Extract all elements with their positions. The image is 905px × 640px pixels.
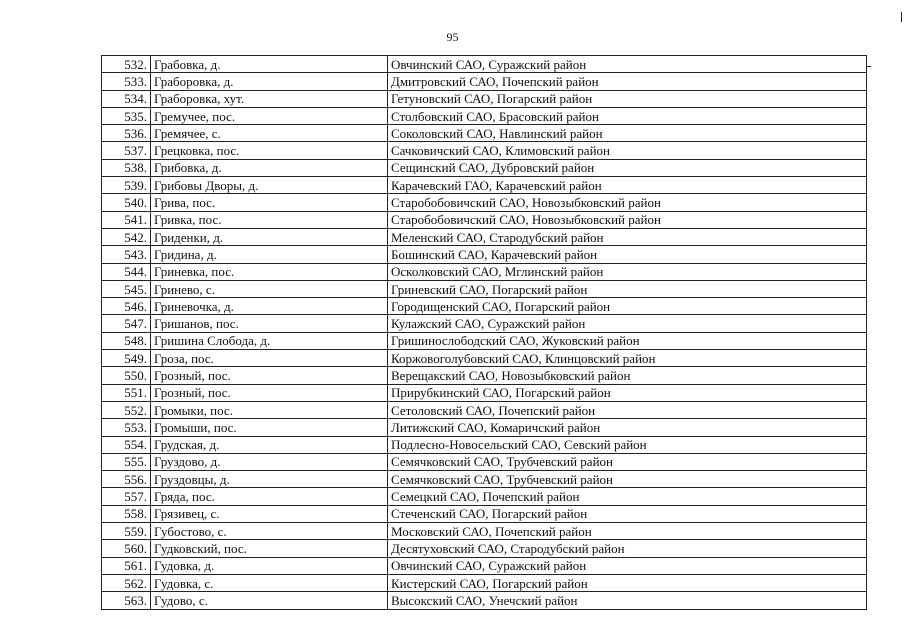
row-number-cell: 555. <box>102 453 151 470</box>
row-number-cell: 532. <box>102 56 151 73</box>
row-number-cell: 534. <box>102 90 151 107</box>
table-row <box>102 263 867 280</box>
administration-cell: Десятуховский САО, Стародубский район <box>388 540 867 557</box>
table-row <box>102 194 867 211</box>
row-number-cell: 548. <box>102 332 151 349</box>
table-row <box>102 401 867 418</box>
row-number-cell: 546. <box>102 298 151 315</box>
settlement-name-cell: Грецковка, пос. <box>151 142 388 159</box>
administration-cell: Гришинослободский САО, Жуковский район <box>388 332 867 349</box>
administration-cell: Сачковичский САО, Климовский район <box>388 142 867 159</box>
row-number-cell: 553. <box>102 419 151 436</box>
settlement-name-cell: Грозный, пос. <box>151 367 388 384</box>
administration-cell: Сещинский САО, Дубровский район <box>388 159 867 176</box>
settlement-name-cell: Гришанов, пос. <box>151 315 388 332</box>
settlement-name-cell: Граборовка, хут. <box>151 90 388 107</box>
administration-cell: Стеченский САО, Погарский район <box>388 505 867 522</box>
settlement-name-cell: Груздовцы, д. <box>151 471 388 488</box>
table-row <box>102 107 867 124</box>
settlement-name-cell: Гринево, с. <box>151 280 388 297</box>
settlement-name-cell: Грива, пос. <box>151 194 388 211</box>
page-number: 95 <box>446 30 459 44</box>
settlement-name-cell: Гремучее, пос. <box>151 107 388 124</box>
table-row <box>102 73 867 90</box>
administration-cell: Овчинский САО, Суражский район <box>388 56 867 73</box>
scan-edge-mark <box>901 12 902 22</box>
table-row <box>102 280 867 297</box>
administration-cell: Старобобовичский САО, Новозыбковский район <box>388 211 867 228</box>
administration-cell: Коржовоголубовский САО, Клинцовский район <box>388 350 867 367</box>
administration-cell: Московский САО, Почепский район <box>388 523 867 540</box>
table-row <box>102 298 867 315</box>
table-row <box>102 159 867 176</box>
table-row <box>102 453 867 470</box>
table-row <box>102 436 867 453</box>
row-number-cell: 563. <box>102 592 151 609</box>
administration-cell: Кулажский САО, Суражский район <box>388 315 867 332</box>
table-row <box>102 315 867 332</box>
table-row <box>102 211 867 228</box>
administration-cell: Верещакский САО, Новозыбковский район <box>388 367 867 384</box>
settlement-name-cell: Губостово, с. <box>151 523 388 540</box>
administration-cell: Овчинский САО, Суражский район <box>388 557 867 574</box>
table-row <box>102 246 867 263</box>
administration-cell: Дмитровский САО, Почепский район <box>388 73 867 90</box>
registry-table-body <box>102 56 867 610</box>
settlement-name-cell: Груздово, д. <box>151 453 388 470</box>
table-row <box>102 505 867 522</box>
row-number-cell: 544. <box>102 263 151 280</box>
administration-cell: Осколковский САО, Мглинский район <box>388 263 867 280</box>
row-number-cell: 542. <box>102 228 151 245</box>
administration-cell: Семецкий САО, Почепский район <box>388 488 867 505</box>
row-number-cell: 543. <box>102 246 151 263</box>
administration-cell: Гриневский САО, Погарский район <box>388 280 867 297</box>
settlement-name-cell: Грибовка, д. <box>151 159 388 176</box>
settlement-registry-table <box>101 55 867 610</box>
settlement-name-cell: Гроза, пос. <box>151 350 388 367</box>
settlement-name-cell: Гремячее, с. <box>151 125 388 142</box>
row-number-cell: 539. <box>102 177 151 194</box>
administration-cell: Гетуновский САО, Погарский район <box>388 90 867 107</box>
table-row <box>102 350 867 367</box>
row-number-cell: 533. <box>102 73 151 90</box>
row-number-cell: 549. <box>102 350 151 367</box>
settlement-name-cell: Гриденки, д. <box>151 228 388 245</box>
settlement-name-cell: Гудковский, пос. <box>151 540 388 557</box>
administration-cell: Меленский САО, Стародубский район <box>388 228 867 245</box>
administration-cell: Семячковский САО, Трубчевский район <box>388 453 867 470</box>
administration-cell: Подлесно-Новосельский САО, Севский район <box>388 436 867 453</box>
settlement-name-cell: Гривка, пос. <box>151 211 388 228</box>
administration-cell: Бошинский САО, Карачевский район <box>388 246 867 263</box>
row-number-cell: 550. <box>102 367 151 384</box>
settlement-name-cell: Грудская, д. <box>151 436 388 453</box>
table-row <box>102 592 867 609</box>
row-number-cell: 558. <box>102 505 151 522</box>
settlement-name-cell: Грязивец, с. <box>151 505 388 522</box>
table-row <box>102 125 867 142</box>
settlement-name-cell: Гриневочка, д. <box>151 298 388 315</box>
settlement-name-cell: Гриневка, пос. <box>151 263 388 280</box>
settlement-name-cell: Грибовы Дворы, д. <box>151 177 388 194</box>
row-number-cell: 562. <box>102 574 151 591</box>
row-number-cell: 541. <box>102 211 151 228</box>
administration-cell: Карачевский ГАО, Карачевский район <box>388 177 867 194</box>
row-number-cell: 556. <box>102 471 151 488</box>
settlement-name-cell: Громыки, пос. <box>151 401 388 418</box>
administration-cell: Столбовский САО, Брасовский район <box>388 107 867 124</box>
settlement-name-cell: Гришина Слобода, д. <box>151 332 388 349</box>
table-row <box>102 90 867 107</box>
table-row <box>102 177 867 194</box>
administration-cell: Сетоловский САО, Почепский район <box>388 401 867 418</box>
table-row <box>102 332 867 349</box>
table-row <box>102 142 867 159</box>
table-row <box>102 367 867 384</box>
row-number-cell: 554. <box>102 436 151 453</box>
settlement-name-cell: Гудовка, д. <box>151 557 388 574</box>
table-row <box>102 419 867 436</box>
table-row <box>102 523 867 540</box>
row-number-cell: 551. <box>102 384 151 401</box>
administration-cell: Городищенский САО, Погарский район <box>388 298 867 315</box>
administration-cell: Кистерский САО, Погарский район <box>388 574 867 591</box>
settlement-name-cell: Грабовка, д. <box>151 56 388 73</box>
table-row <box>102 384 867 401</box>
table-row <box>102 557 867 574</box>
row-number-cell: 547. <box>102 315 151 332</box>
row-number-cell: 560. <box>102 540 151 557</box>
table-row <box>102 488 867 505</box>
administration-cell: Соколовский САО, Навлинский район <box>388 125 867 142</box>
administration-cell: Высокский САО, Унечский район <box>388 592 867 609</box>
settlement-name-cell: Грозный, пос. <box>151 384 388 401</box>
settlement-name-cell: Гудовка, с. <box>151 574 388 591</box>
settlement-name-cell: Граборовка, д. <box>151 73 388 90</box>
table-row <box>102 471 867 488</box>
row-number-cell: 535. <box>102 107 151 124</box>
settlement-name-cell: Гридина, д. <box>151 246 388 263</box>
row-number-cell: 561. <box>102 557 151 574</box>
row-number-cell: 557. <box>102 488 151 505</box>
administration-cell: Прирубкинский САО, Погарский район <box>388 384 867 401</box>
row-number-cell: 537. <box>102 142 151 159</box>
row-number-cell: 540. <box>102 194 151 211</box>
settlement-name-cell: Гряда, пос. <box>151 488 388 505</box>
row-number-cell: 536. <box>102 125 151 142</box>
settlement-name-cell: Гудово, с. <box>151 592 388 609</box>
table-row <box>102 56 867 73</box>
administration-cell: Старобобовичский САО, Новозыбковский район <box>388 194 867 211</box>
row-number-cell: 559. <box>102 523 151 540</box>
row-number-cell: 545. <box>102 280 151 297</box>
table-row <box>102 574 867 591</box>
settlement-name-cell: Громыши, пос. <box>151 419 388 436</box>
table-row <box>102 228 867 245</box>
row-number-cell: 538. <box>102 159 151 176</box>
row-number-cell: 552. <box>102 401 151 418</box>
table-row <box>102 540 867 557</box>
administration-cell: Семячковский САО, Трубчевский район <box>388 471 867 488</box>
administration-cell: Литижский САО, Комаричский район <box>388 419 867 436</box>
